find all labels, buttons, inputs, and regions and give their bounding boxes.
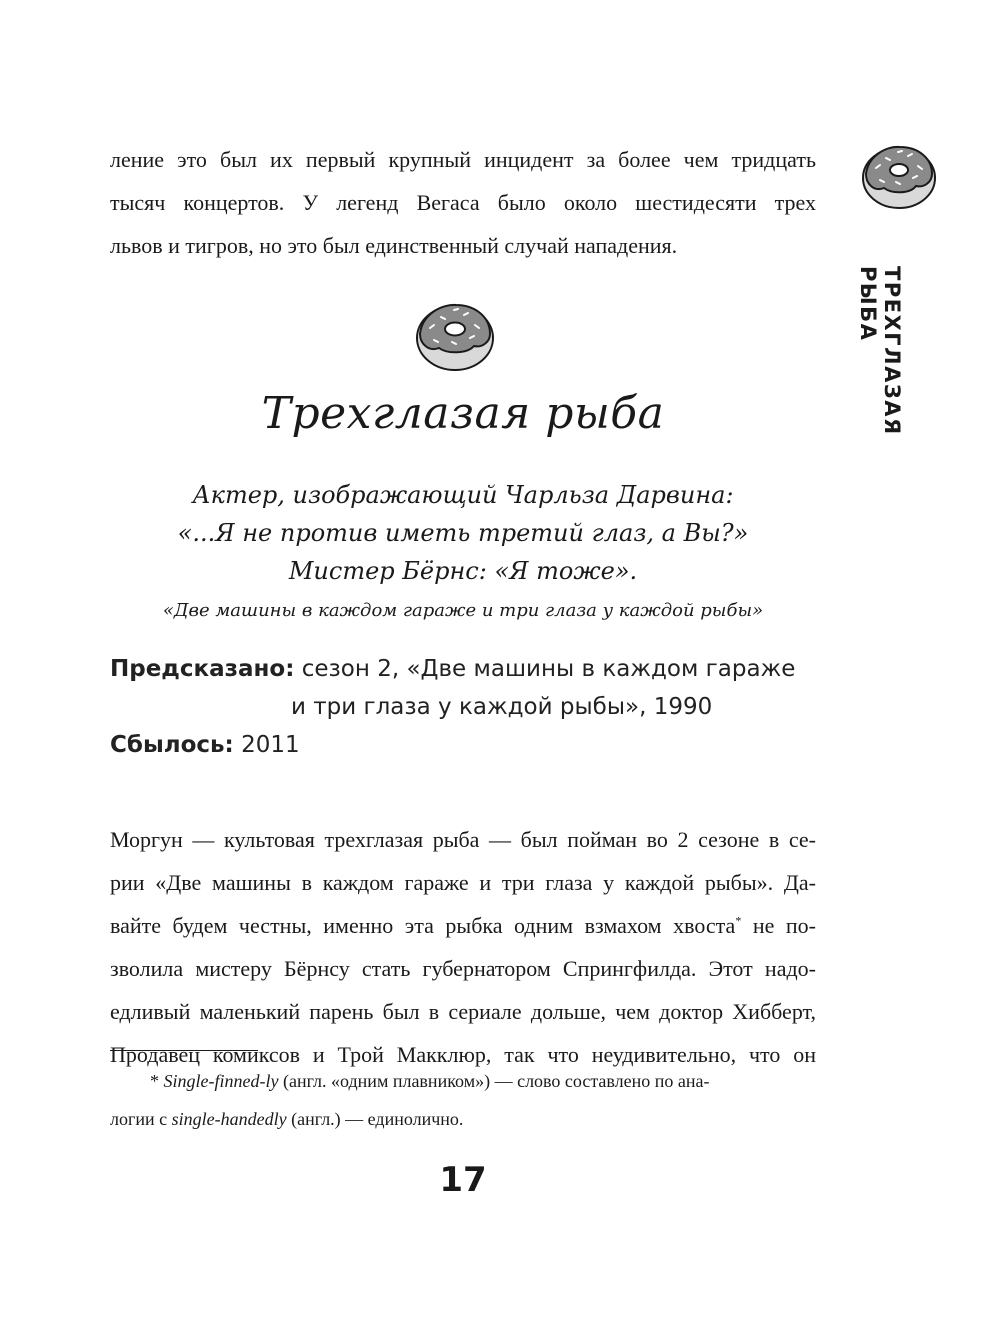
epigraph <box>110 476 816 628</box>
intro-line: тысяч концертов. У легенд Вегаса было около шестидесяти трех <box>110 190 816 215</box>
came-true-year: 2011 <box>241 732 300 758</box>
main-line: зволила мистеру Бёрнсу стать губернатором Спрингфилда. Этот надо- <box>110 956 816 981</box>
predicted-row-continued <box>110 688 830 726</box>
footnote-term: single-handedly <box>171 1109 287 1129</box>
footnote-text-part: (англ. «одним плавником») — слово составлено по ана- <box>282 1071 710 1091</box>
footnote-text-part: логии с <box>110 1109 168 1129</box>
donut-icon <box>858 138 940 214</box>
main-line-text: вайте будем честны, именно эта рыбка одним взмахом хвоста <box>110 913 736 938</box>
footnote-divider <box>110 1050 258 1051</box>
intro-paragraph <box>110 138 816 267</box>
donut-icon <box>412 296 498 376</box>
main-line: рии «Две машины в каждом гараже и три глаза у каждой рыбы». Да- <box>110 870 816 895</box>
main-line-text: не по- <box>752 913 817 938</box>
came-true-label: Сбылось: <box>110 732 234 758</box>
predicted-value-line: и три глаза у каждой рыбы», 1990 <box>291 694 713 720</box>
epigraph-source: «Две машины в каждом гараже и три глаза у каждой рыбы» <box>162 600 764 621</box>
footnote-mark: * <box>150 1071 159 1091</box>
page-number: 17 <box>439 1160 487 1200</box>
epigraph-line: Мистер Бёрнс: «Я тоже». <box>288 557 638 585</box>
facts-block <box>110 650 830 764</box>
footnote-mark: * <box>735 913 742 928</box>
footnote-text <box>110 1100 816 1138</box>
footnote-term: Single-finned-ly <box>163 1071 279 1091</box>
predicted-value-line: сезон 2, «Две машины в каждом гараже <box>301 656 796 682</box>
predicted-label: Предсказано: <box>110 656 295 682</box>
came-true-row <box>110 726 830 764</box>
main-line: Моргун — культовая трехглазая рыба — был пойман во 2 сезоне в се- <box>110 827 816 852</box>
running-head: ТРЕХГЛАЗАЯ РЫБА <box>856 266 904 436</box>
epigraph-line: «...Я не против иметь третий глаз, а Вы?» <box>177 519 749 547</box>
intro-line: львов и тигров, но это был единственный случай нападения. <box>110 233 678 258</box>
intro-line: ление это был их первый крупный инцидент за более чем тридцать <box>110 147 816 172</box>
main-line: едливый маленький парень был в сериале дольше, чем доктор Хибберт, <box>110 999 816 1024</box>
main-paragraph <box>110 818 816 1076</box>
predicted-value <box>294 650 795 688</box>
section-title: Трехглазая рыба <box>261 388 665 439</box>
main-line: Продавец комиксов и Трой Макклюр, так что неудивительно, что он <box>110 1042 816 1067</box>
footnote-text <box>110 1062 816 1100</box>
epigraph-line: Актер, изображающий Чарльза Дарвина: <box>192 481 734 509</box>
footnote <box>110 1062 816 1138</box>
main-line <box>110 904 816 947</box>
footnote-text-part: (англ.) — единолично. <box>291 1109 464 1129</box>
predicted-row <box>110 650 830 688</box>
came-true-value <box>234 726 300 764</box>
